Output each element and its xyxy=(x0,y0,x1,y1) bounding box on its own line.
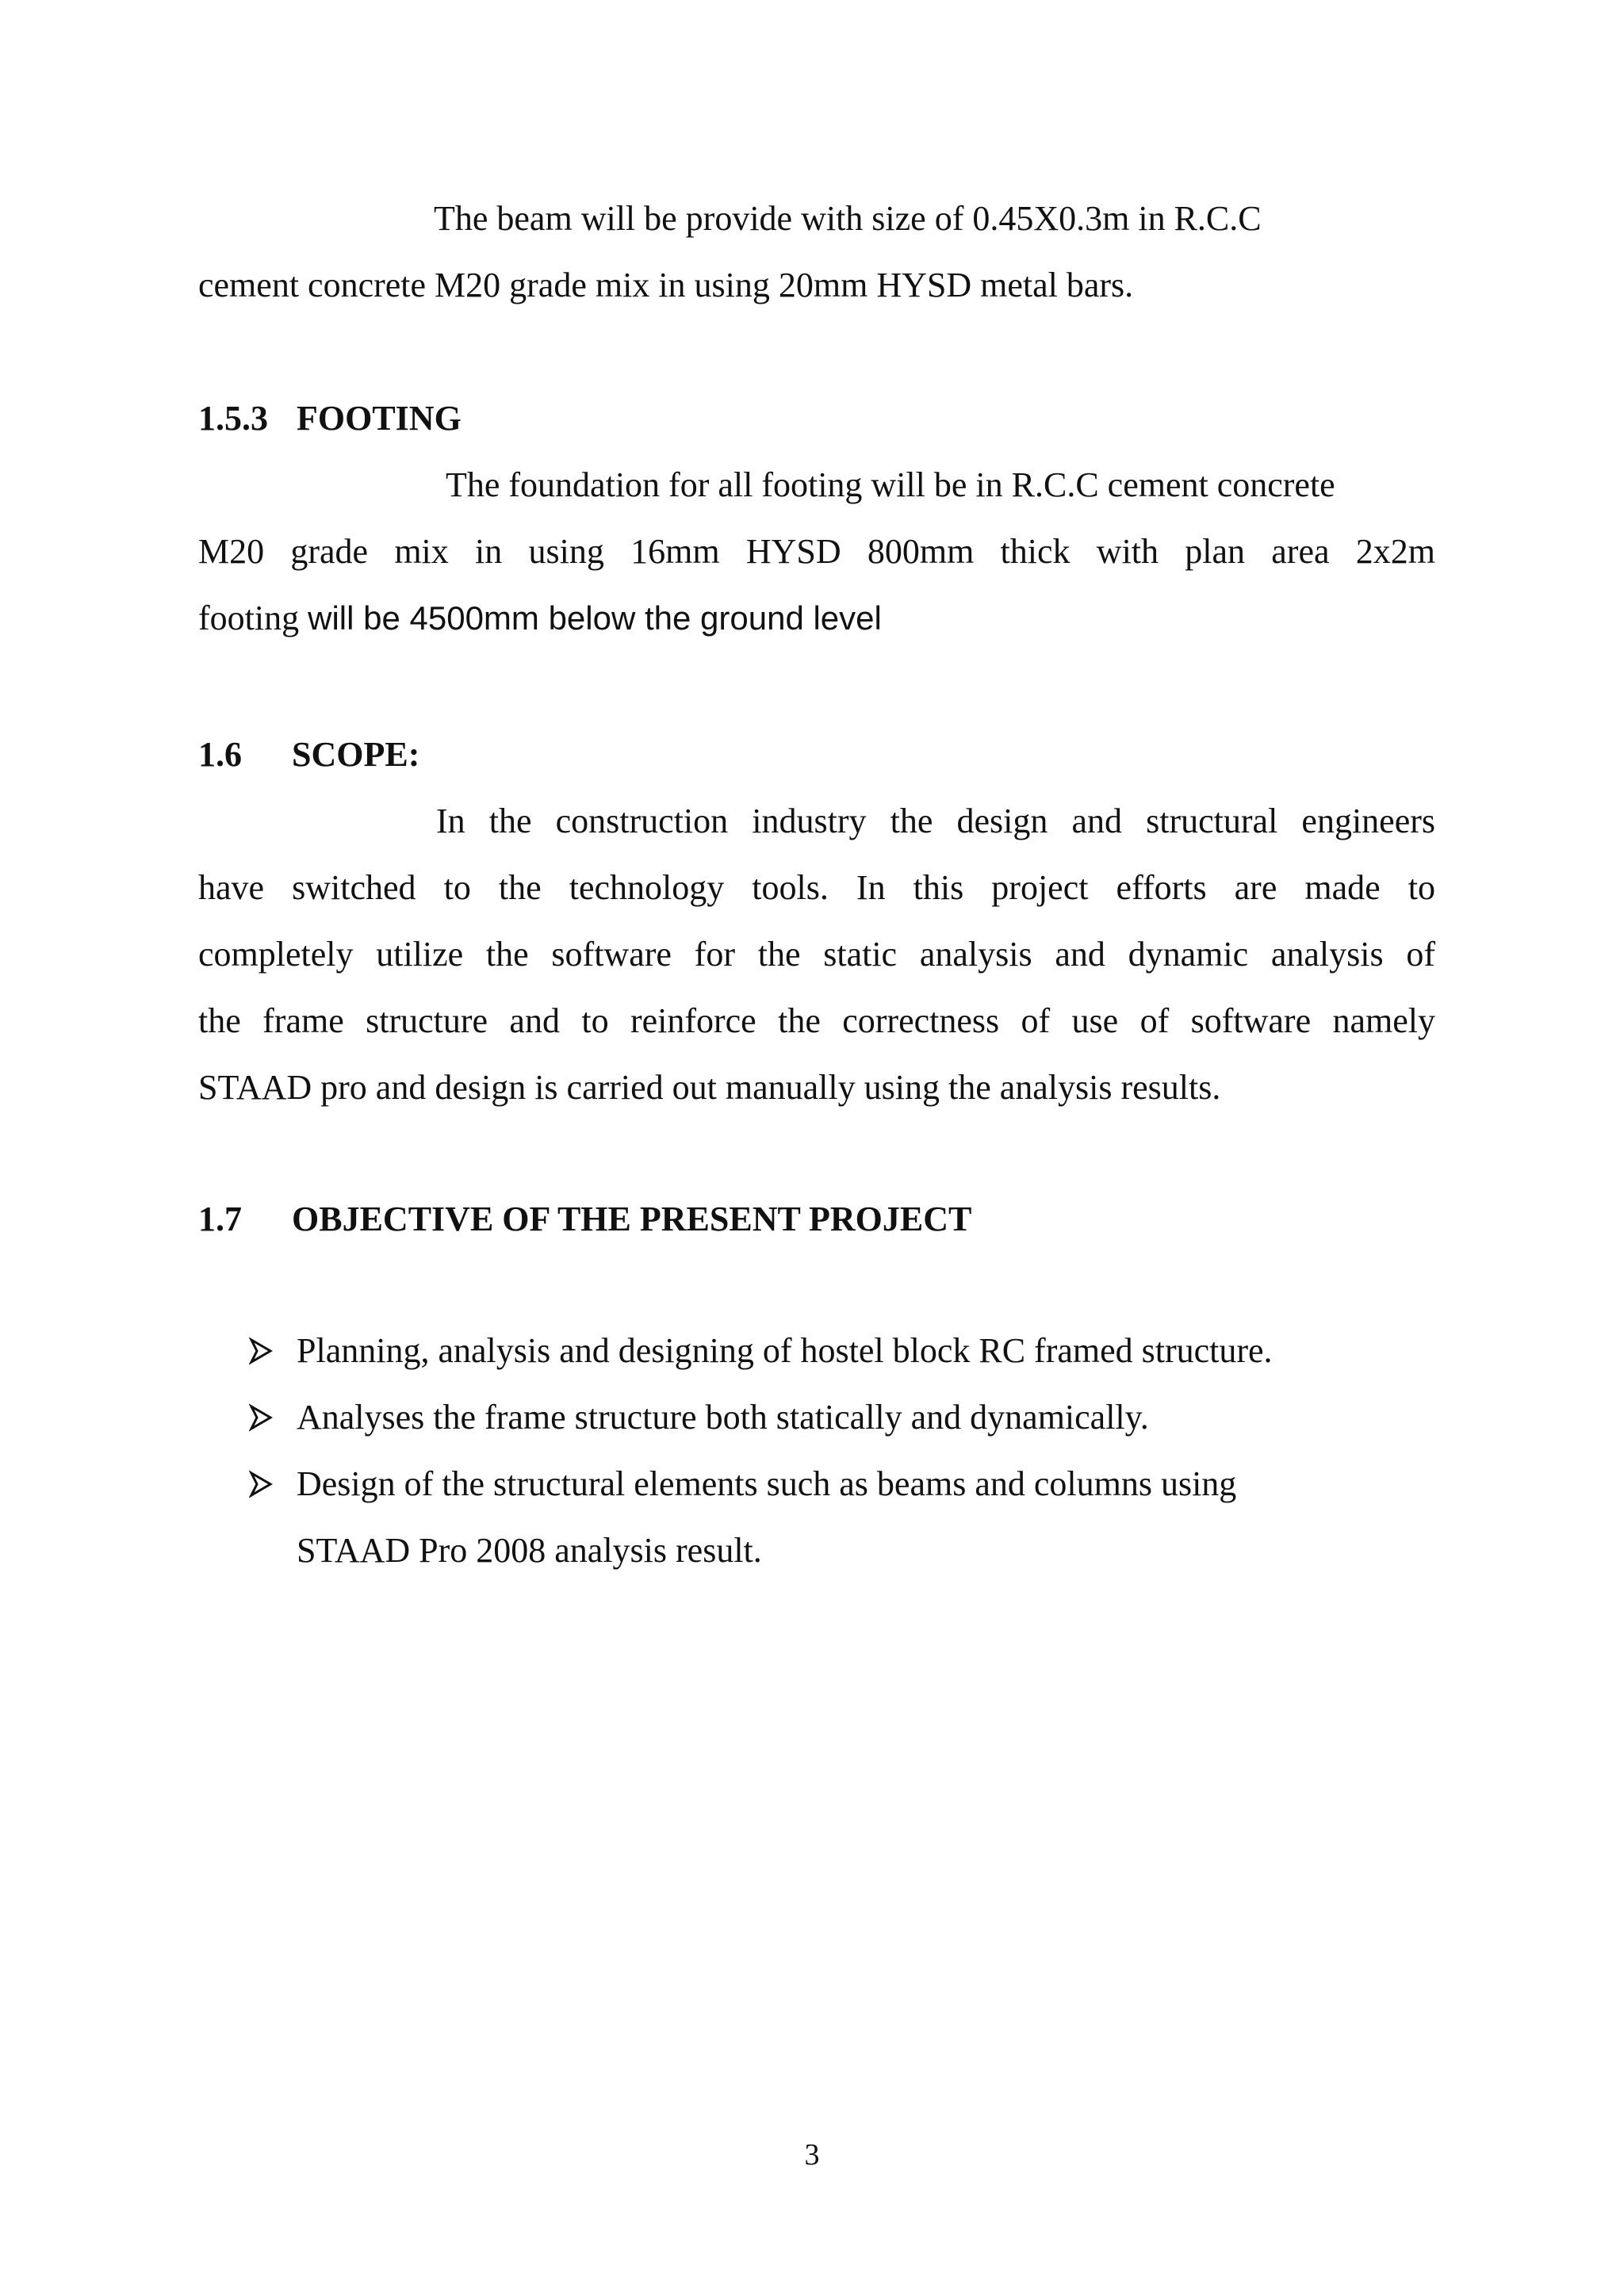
objective-bullet-2: Analyses the frame structure both statically and dynamically. xyxy=(297,1398,1149,1437)
footing-paragraph-line-2: M20 grade mix in using 16mm HYSD 800mm thick with plan area 2x2m xyxy=(198,532,1435,571)
scope-paragraph-line-5: STAAD pro and design is carried out manually using the analysis results. xyxy=(198,1068,1221,1107)
beam-paragraph-line-1: The beam will be provide with size of 0.45X0.3m in R.C.C xyxy=(434,199,1262,238)
objective-heading-number: 1.7 xyxy=(198,1200,242,1238)
objective-bullet-3-continuation: STAAD Pro 2008 analysis result. xyxy=(297,1531,762,1570)
footing-line-3-serif: footing xyxy=(198,599,300,637)
footing-heading-number: 1.5.3 xyxy=(198,399,268,438)
scope-heading-title: SCOPE: xyxy=(292,735,420,774)
scope-paragraph-line-4: the frame structure and to reinforce the correctness of use of software namely xyxy=(198,1001,1435,1040)
scope-paragraph-line-3: completely utilize the software for the static analysis and dynamic analysis of xyxy=(198,935,1435,974)
arrowhead-bullet-icon xyxy=(249,1329,273,1373)
scope-paragraph-line-2: have switched to the technology tools. In this project efforts are made to xyxy=(198,868,1435,907)
footing-heading-title: FOOTING xyxy=(297,399,462,438)
scope-heading-number: 1.6 xyxy=(198,735,242,774)
footing-paragraph-line-3 xyxy=(198,596,882,641)
scope-heading xyxy=(198,733,419,777)
objective-heading xyxy=(198,1197,971,1242)
footing-heading xyxy=(198,396,462,441)
page-number: 3 xyxy=(804,2138,820,2172)
arrowhead-bullet-icon xyxy=(249,1462,273,1506)
footing-paragraph-line-1: The foundation for all footing will be in R.C.C cement concrete xyxy=(446,465,1335,504)
objective-bullet-3: Design of the structural elements such as beams and columns using xyxy=(297,1464,1237,1503)
arrowhead-bullet-icon xyxy=(249,1395,273,1440)
objective-bullet-1: Planning, analysis and designing of hostel block RC framed structure. xyxy=(297,1331,1273,1370)
footing-line-3-sans: will be 4500mm below the ground level xyxy=(308,599,882,637)
scope-paragraph-line-1: In the construction industry the design and structural engineers xyxy=(436,802,1435,840)
beam-paragraph-line-2: cement concrete M20 grade mix in using 20mm HYSD metal bars. xyxy=(198,266,1134,304)
objective-heading-title: OBJECTIVE OF THE PRESENT PROJECT xyxy=(292,1200,972,1238)
